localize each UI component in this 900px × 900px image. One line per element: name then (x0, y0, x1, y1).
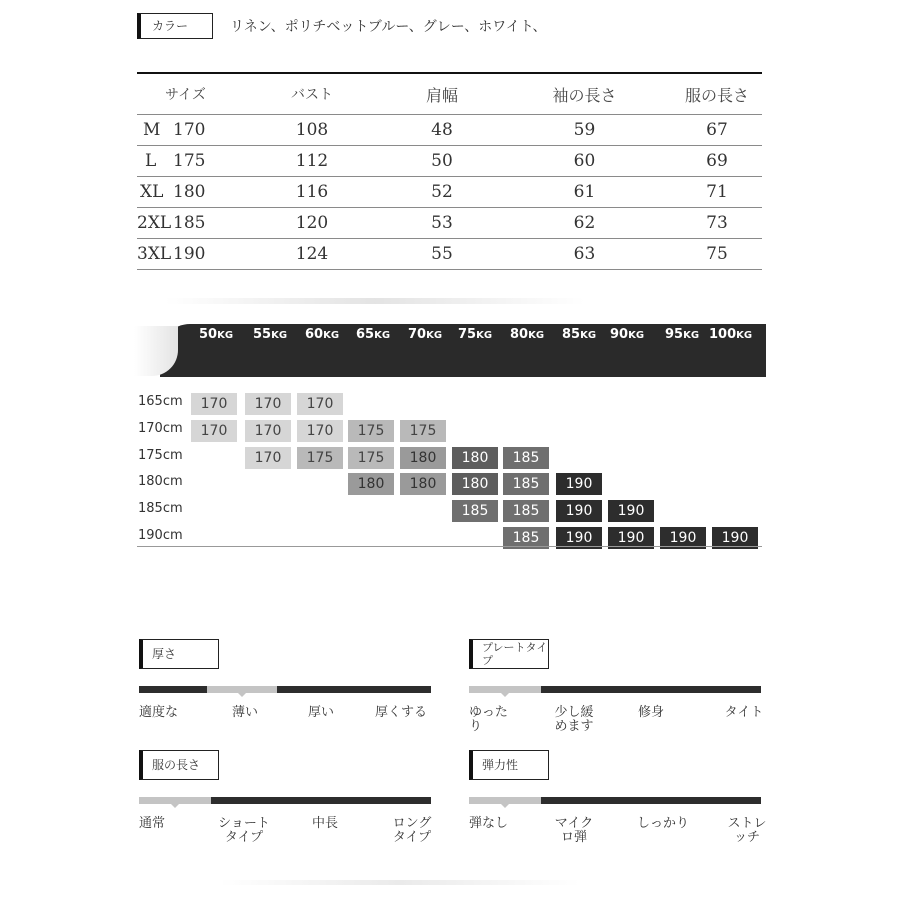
sleeve-value: 60 (497, 146, 672, 177)
size-code: 3XL (137, 244, 172, 264)
size-cell: 185 (452, 500, 498, 522)
property-option: 通常 (139, 816, 166, 831)
size-cell: 180 (400, 473, 446, 495)
height-label: 165cm (138, 394, 183, 409)
size-cell: 190 (608, 527, 654, 549)
property-option: 弾なし (469, 816, 509, 831)
size-cell: 175 (297, 447, 343, 469)
bust-value: 108 (237, 115, 387, 146)
sleeve-value: 62 (497, 208, 672, 239)
size-cell: 185 (503, 500, 549, 522)
property-title-box (469, 639, 549, 669)
property-option: 薄い (231, 705, 258, 720)
color-values: リネン、ポリチベットブルー、グレー、ホワイト、 (230, 19, 547, 35)
selected-marker-icon (238, 693, 246, 697)
size-cell: 180 (348, 473, 394, 495)
bust-value: 120 (237, 208, 387, 239)
decorative-fade (220, 880, 580, 885)
weight-label-80 (510, 327, 544, 342)
property-option: 少し緩めます (554, 705, 594, 734)
size-code: XL (140, 182, 164, 202)
weight-label-85 (562, 327, 596, 342)
length-value: 69 (672, 146, 762, 177)
size-cell (137, 208, 237, 239)
weight-unit: KG (628, 330, 645, 341)
sleeve-value: 63 (497, 239, 672, 270)
property-title-box (139, 750, 219, 780)
weight-unit: KG (323, 330, 340, 341)
length-value: 67 (672, 115, 762, 146)
shoulder-value: 48 (387, 115, 497, 146)
header-shoulder: 肩幅 (387, 73, 497, 115)
size-cell: 170 (245, 420, 291, 442)
size-cell: 175 (348, 420, 394, 442)
size-code: M (143, 120, 161, 140)
weight-unit: KG (528, 330, 545, 341)
shoulder-value: 55 (387, 239, 497, 270)
height-label: 170cm (138, 421, 183, 436)
weight-label-100 (709, 327, 752, 342)
sleeve-value: 59 (497, 115, 672, 146)
sleeve-value: 61 (497, 177, 672, 208)
property-scale-bar (139, 797, 431, 804)
height-value: 170 (173, 120, 206, 140)
height-value: 185 (173, 213, 206, 233)
property-title: プレートタイプ (482, 641, 548, 667)
property-option: 中長 (311, 816, 338, 831)
property-option: 厚くする (374, 705, 427, 720)
weight-unit: KG (217, 330, 234, 341)
shoulder-value: 50 (387, 146, 497, 177)
weight-unit: KG (736, 330, 753, 341)
weight-value: 70 (408, 327, 427, 342)
height-label: 190cm (138, 528, 183, 543)
weight-label-70 (408, 327, 442, 342)
property-option: 厚い (307, 705, 334, 720)
size-cell: 180 (452, 447, 498, 469)
length-value: 73 (672, 208, 762, 239)
size-cell: 180 (452, 473, 498, 495)
table-row (137, 208, 762, 239)
weight-unit: KG (476, 330, 493, 341)
height-value: 175 (173, 151, 206, 171)
weight-unit: KG (580, 330, 597, 341)
property-option: しっかり (637, 816, 690, 831)
property-title-box (139, 639, 219, 669)
weight-value: 80 (510, 327, 529, 342)
size-cell: 190 (712, 527, 758, 549)
weight-value: 65 (356, 327, 375, 342)
size-cell: 190 (556, 473, 602, 495)
selected-segment (139, 797, 211, 804)
header-size: サイズ (137, 73, 237, 115)
size-cell (137, 239, 237, 270)
color-label: カラー (152, 19, 189, 33)
table-row (137, 115, 762, 146)
property-title: 弾力性 (482, 758, 519, 772)
size-cell: 170 (191, 393, 237, 415)
size-cell: 190 (556, 527, 602, 549)
size-cell: 180 (400, 447, 446, 469)
header-sleeve: 袖の長さ (497, 73, 672, 115)
bust-value: 124 (237, 239, 387, 270)
decorative-fade (165, 298, 585, 304)
height-label: 180cm (138, 474, 183, 489)
weight-label-65 (356, 327, 390, 342)
size-code: L (145, 151, 157, 171)
size-cell (137, 146, 237, 177)
property-option: ショートタイプ (218, 816, 270, 845)
property-title-box (469, 750, 549, 780)
size-cell: 185 (503, 447, 549, 469)
size-cell: 170 (245, 447, 291, 469)
weight-label-55 (253, 327, 287, 342)
color-label-box (137, 13, 213, 39)
bust-value: 116 (237, 177, 387, 208)
header-bust: バスト (237, 73, 387, 115)
table-row (137, 177, 762, 208)
header-length: 服の長さ (672, 73, 762, 115)
weight-label-75 (458, 327, 492, 342)
weight-value: 55 (253, 327, 272, 342)
size-cell: 190 (556, 500, 602, 522)
chart-divider (137, 546, 762, 547)
weight-value: 95 (665, 327, 684, 342)
property-option: タイト (724, 705, 764, 720)
selected-marker-icon (171, 804, 179, 808)
length-value: 71 (672, 177, 762, 208)
selected-segment (207, 686, 277, 693)
property-option: 適度な (139, 705, 179, 720)
selected-segment (469, 686, 541, 693)
weight-unit: KG (426, 330, 443, 341)
property-option: ゆったり (469, 705, 508, 734)
weight-value: 90 (610, 327, 629, 342)
property-scale-bar (469, 797, 761, 804)
size-cell: 175 (400, 420, 446, 442)
property-scale-bar (139, 686, 431, 693)
weight-label-95 (665, 327, 699, 342)
weight-unit: KG (271, 330, 288, 341)
length-value: 75 (672, 239, 762, 270)
size-cell: 170 (191, 420, 237, 442)
size-cell: 170 (245, 393, 291, 415)
property-option: ストレッチ (727, 816, 767, 845)
height-value: 180 (173, 182, 206, 202)
selected-segment (469, 797, 541, 804)
weight-value: 75 (458, 327, 477, 342)
size-cell: 170 (297, 393, 343, 415)
size-cell: 185 (503, 527, 549, 549)
shoulder-value: 53 (387, 208, 497, 239)
size-cell: 175 (348, 447, 394, 469)
property-title: 厚さ (152, 647, 177, 661)
size-cell: 185 (503, 473, 549, 495)
shoulder-value: 52 (387, 177, 497, 208)
height-label: 185cm (138, 501, 183, 516)
size-cell: 190 (660, 527, 706, 549)
selected-marker-icon (501, 693, 509, 697)
height-label: 175cm (138, 448, 183, 463)
size-code: 2XL (137, 213, 172, 233)
weight-value: 50 (199, 327, 218, 342)
size-cell (137, 177, 237, 208)
size-cell: 170 (297, 420, 343, 442)
property-option: 修身 (637, 705, 664, 720)
property-option: マイクロ弾 (554, 816, 594, 845)
selected-marker-icon (501, 804, 509, 808)
property-scale-bar (469, 686, 761, 693)
weight-value: 85 (562, 327, 581, 342)
table-row (137, 239, 762, 270)
weight-label-90 (610, 327, 644, 342)
property-title: 服の長さ (152, 758, 201, 772)
size-table-header (137, 73, 762, 115)
property-option: ロングタイプ (392, 816, 432, 845)
weight-unit: KG (683, 330, 700, 341)
weight-unit: KG (374, 330, 391, 341)
size-cell: 190 (608, 500, 654, 522)
bust-value: 112 (237, 146, 387, 177)
size-table (137, 72, 762, 270)
weight-value: 60 (305, 327, 324, 342)
table-row (137, 146, 762, 177)
height-value: 190 (173, 244, 206, 264)
size-cell (137, 115, 237, 146)
weight-label-50 (199, 327, 233, 342)
weight-value: 100 (709, 327, 737, 342)
weight-label-60 (305, 327, 339, 342)
